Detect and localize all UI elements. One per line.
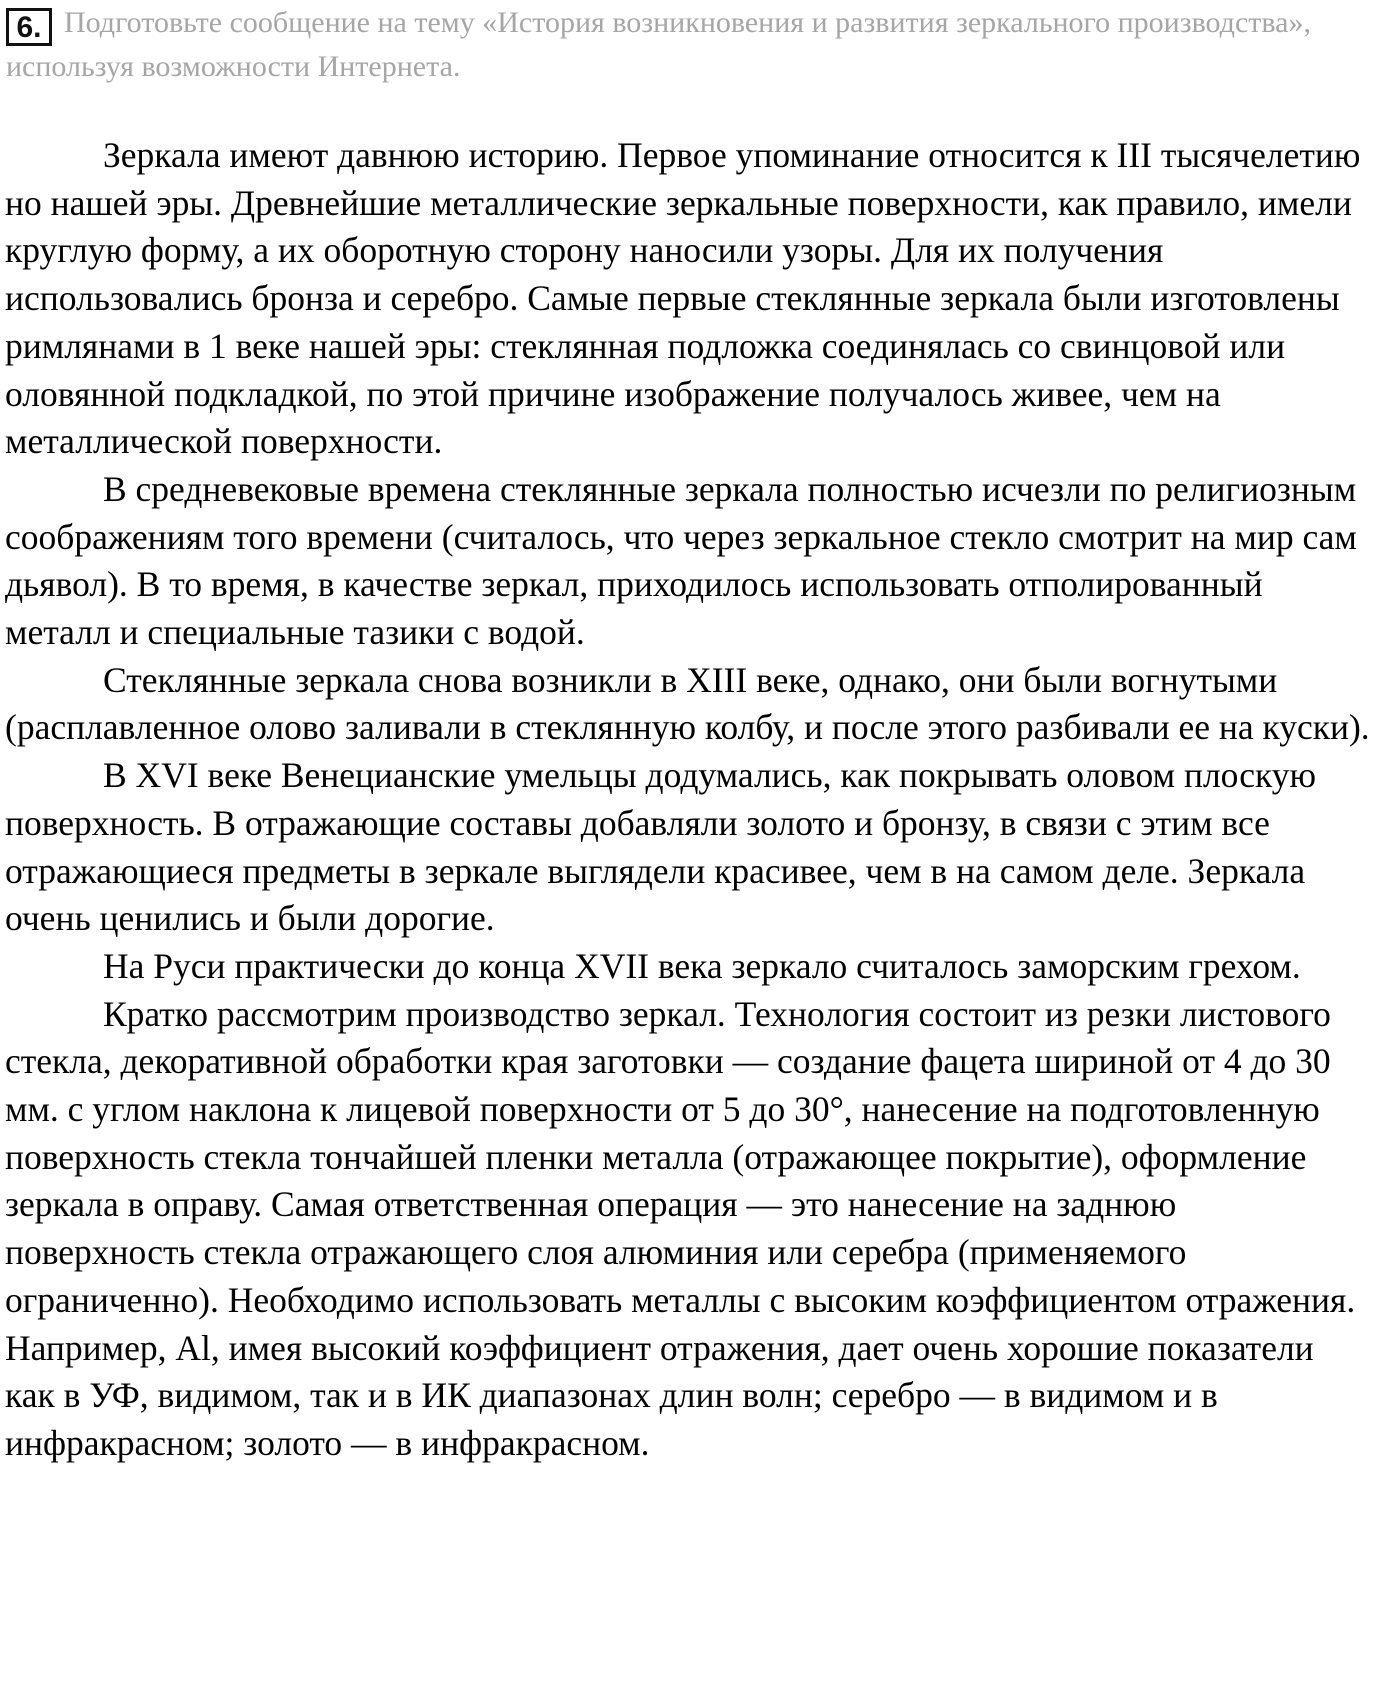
paragraph-rus: На Руси практически до конца XVII века зеркало считалось заморским грехом. (103, 945, 1301, 986)
paragraph-13th-century: Стеклянные зеркала снова возникли в XIII веке, однако, они были вогнутыми (расплавленное олово заливали в стеклянную колбу, и после этого разбивали ее на куски). (5, 659, 1370, 748)
paragraph-16th-century: В XVI веке Венецианские умельцы додумались, как покрывать оловом плоскую поверхность. В отражающие составы добавляли золото и бронзу, в связи с этим все отражающиеся предметы в зеркале выглядели красивее, чем в на самом деле. Зеркала очень ценились и были дорогие. (5, 755, 1317, 939)
paragraph-ancient-mirrors: Зеркала имеют давнюю историю. Первое упоминание относится к III тысячелетию но нашей эры. Древнейшие металлические зеркальные поверхности, как правило, имели круглую форму, а их оборотную сторону наносили узоры. Для их получения использовались бронза и серебро. Самые первые стеклянные зеркала были изготовлены римлянами в 1 веке нашей эры: стеклянная подложка соединялась со свинцовой или оловянной подкладкой, по этой причине изображение получалось живее, чем на металлической поверхности. (5, 135, 1361, 462)
answer-text (5, 132, 1370, 1468)
task-prompt: Подготовьте сообщение на тему «История возникновения и развития зеркального производства», используя возможности Интернета. (6, 6, 1311, 83)
task-number-box: 6. (6, 8, 52, 46)
paragraph-production: Кратко рассмотрим производство зеркал. Технология состоит из резки листового стекла, декоративной обработки края заготовки — создание фацета шириной от 4 до 30 мм. с углом наклона к лицевой поверхности от 5 до 30°, нанесение на подготовленную поверхность стекла тончайшей пленки металла (отражающее покрытие), оформление зеркала в оправу. Самая ответственная операция — это нанесение на заднюю поверхность стекла отражающего слоя алюминия или серебра (применяемого ограниченно). Необходимо использовать металлы с высоким коэффициентом отражения. Например, Al, имея высокий коэффициент отражения, дает очень хорошие показатели как в УФ, видимом, так и в ИК диапазонах длин волн; серебро — в видимом и в инфракрасном; золото — в инфракрасном. (5, 993, 1356, 1463)
paragraph-middle-ages: В средневековые времена стеклянные зеркала полностью исчезли по религиозным соображениям того времени (считалось, что через зеркальное стекло смотрит на мир сам дьявол). В то время, в качестве зеркал, приходилось использовать отполированный металл и специальные тазики с водой. (5, 468, 1357, 653)
task-header (6, 8, 1336, 96)
